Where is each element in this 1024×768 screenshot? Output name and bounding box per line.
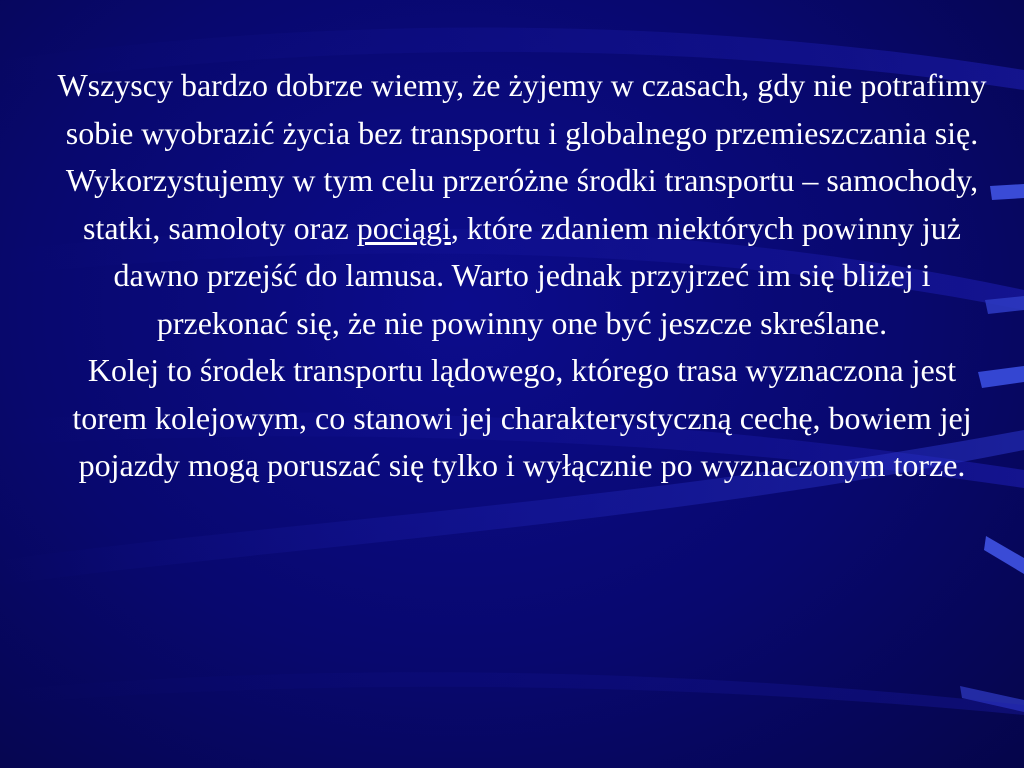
edge-accent-1 <box>990 184 1024 200</box>
trains-link[interactable]: pociągi <box>356 209 451 246</box>
paragraph-railway-definition: Kolej to środek transportu lądowego, którego trasa wyznaczona jest torem kolejowym, co stanowi jej charakterystyczną cechę, bowiem jej pojazdy mogą poruszać się tylko i wyłącznie po wyznaczonym torze. <box>72 352 972 483</box>
edge-accent-4 <box>984 536 1024 574</box>
swoosh-bottom <box>0 672 1024 715</box>
paragraph-intro <box>50 62 994 347</box>
paragraph-intro-end: , które zdaniem niektórych powinny już dawno przejść do lamusa. Warto jednak przyjrzeć im się bliżej i przekonać się, że nie powinny one być jeszcze skreślane. <box>113 209 961 341</box>
paragraph-intro-start: Wszyscy bardzo dobrze wiemy, że żyjemy w czasach, gdy nie potrafimy sobie wyobrazić życia bez transportu i globalnego przemieszczania się. Wykorzystujemy w tym celu przeróżne środki transportu – samochody, statki, samoloty oraz <box>57 67 987 246</box>
slide-text <box>50 62 994 490</box>
